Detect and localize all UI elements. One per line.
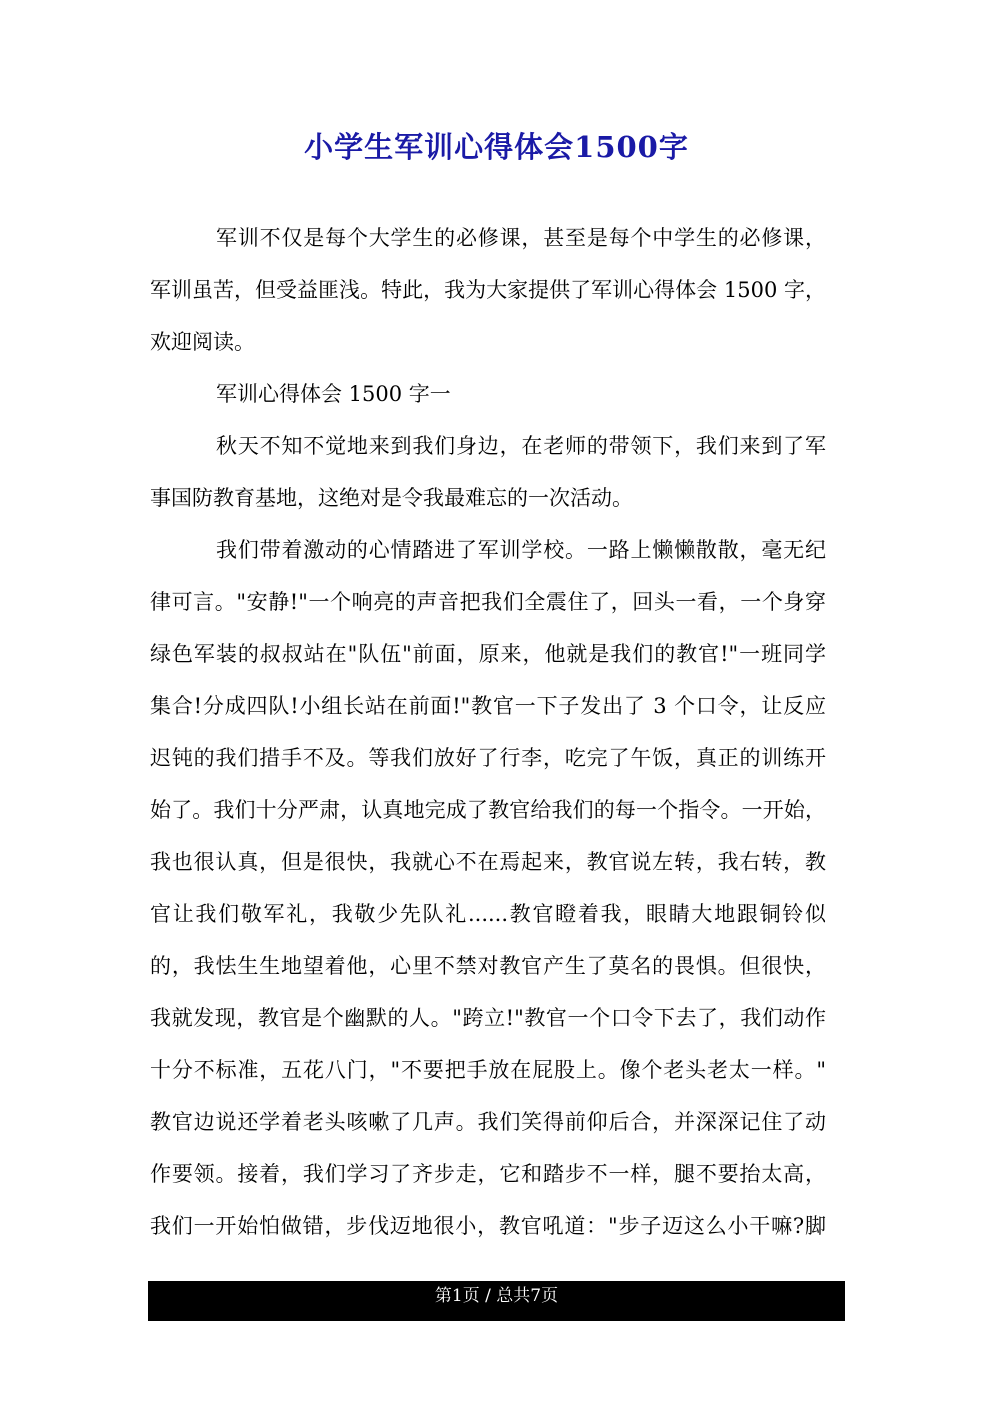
- document-title: 小学生军训心得体会1500字: [304, 130, 689, 164]
- paragraph-line: 事国防教育基地，这绝对是令我最难忘的一次活动。: [150, 486, 633, 510]
- paragraph-line: 我也很认真，但是很快，我就心不在焉起来，教官说左转，我右转，教: [150, 850, 826, 874]
- page-indicator: 第1页 / 总共7页: [434, 1286, 559, 1306]
- paragraph-line: 欢迎阅读。: [150, 330, 255, 354]
- paragraph-line: 十分不标准，五花八门，"不要把手放在屁股上。像个老头老太一样。": [150, 1058, 826, 1082]
- paragraph-line: 秋天不知不觉地来到我们身边，在老师的带领下，我们来到了军: [216, 434, 826, 458]
- paragraph-line: 始了。我们十分严肃，认真地完成了教官给我们的每一个指令。一开始，: [150, 798, 826, 822]
- paragraph-line: 作要领。接着，我们学习了齐步走，它和踏步不一样，腿不要抬太高，: [150, 1162, 826, 1186]
- paragraph-line: 军训不仅是每个大学生的必修课，甚至是每个中学生的必修课，: [216, 226, 826, 250]
- paragraph-line: 军训虽苦，但受益匪浅。特此，我为大家提供了军训心得体会 1500 字，: [150, 278, 826, 302]
- paragraph-line: 我们一开始怕做错，步伐迈地很小，教官吼道："步子迈这么小干嘛?脚: [150, 1214, 826, 1238]
- paragraph-line: 我们带着激动的心情踏进了军训学校。一路上懒懒散散，毫无纪: [216, 538, 826, 562]
- paragraph-line: 迟钝的我们措手不及。等我们放好了行李，吃完了午饭，真正的训练开: [150, 746, 826, 770]
- paragraph-line: 教官边说还学着老头咳嗽了几声。我们笑得前仰后合，并深深记住了动: [150, 1110, 826, 1134]
- paragraph-line: 官让我们敬军礼，我敬少先队礼......教官瞪着我，眼睛大地跟铜铃似: [150, 902, 826, 926]
- page-footer: [148, 1281, 845, 1321]
- paragraph-line: 的，我怯生生地望着他，心里不禁对教官产生了莫名的畏惧。但很快，: [150, 954, 826, 978]
- section-heading: 军训心得体会 1500 字一: [216, 382, 451, 406]
- document-body: [150, 212, 826, 1252]
- paragraph-line: 律可言。"安静!"一个响亮的声音把我们全震住了，回头一看，一个身穿: [150, 590, 826, 614]
- paragraph-line: 我就发现，教官是个幽默的人。"跨立!"教官一个口令下去了，我们动作: [150, 1006, 826, 1030]
- paragraph-line: 集合!分成四队!小组长站在前面!"教官一下子发出了 3 个口令，让反应: [150, 694, 826, 718]
- paragraph-line: 绿色军装的叔叔站在"队伍"前面，原来，他就是我们的教官!"一班同学: [150, 642, 826, 666]
